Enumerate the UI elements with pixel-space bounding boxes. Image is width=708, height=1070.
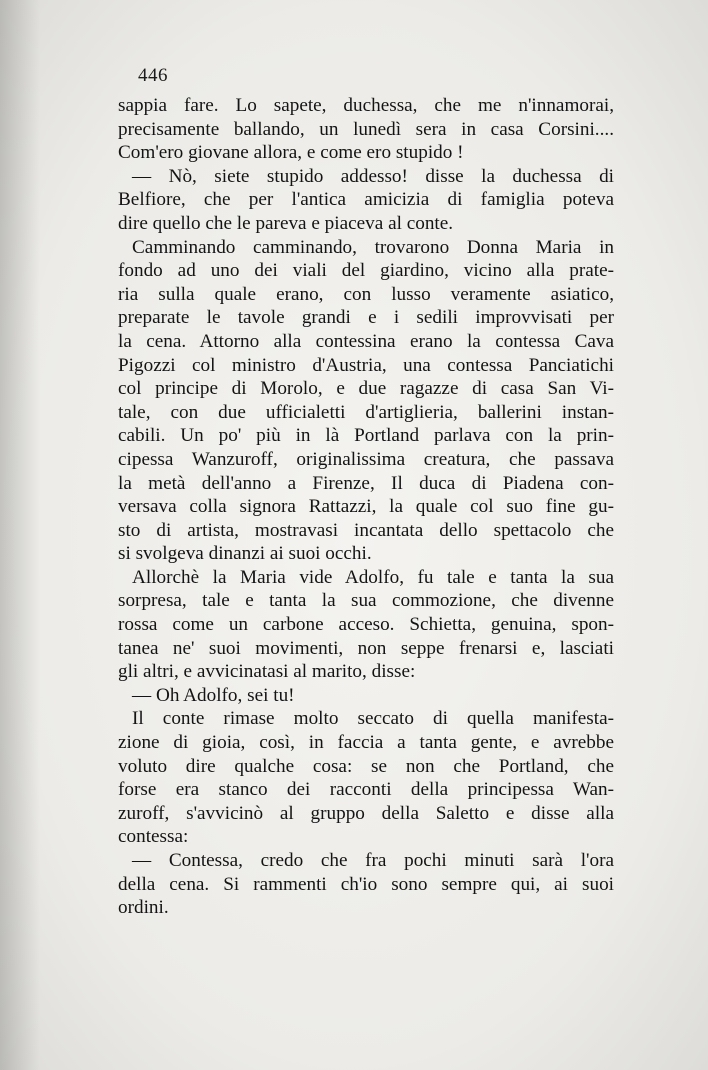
text-line: zuroff, s'avvicinò al gruppo della Saletto e disse alla: [118, 802, 614, 824]
text-line: — Nò, siete stupido addesso! disse la duchessa di: [132, 165, 614, 187]
text-line: gli altri, e avvicinatasi al marito, disse:: [118, 661, 416, 683]
text-line: la cena. Attorno alla contessina erano la contessa Cava: [118, 330, 614, 352]
page-number: 446: [138, 65, 168, 86]
text-line: tale, con due ufficialetti d'artiglieria, ballerini instan-: [118, 401, 614, 423]
text-line: col principe di Morolo, e due ragazze di casa San Vi-: [118, 378, 614, 400]
page-body-text: [118, 94, 614, 920]
text-line: Allorchè la Maria vide Adolfo, fu tale e tanta la sua: [132, 566, 614, 588]
text-line: Com'ero giovane allora, e come ero stupido !: [118, 142, 464, 164]
text-line: precisamente ballando, un lunedì sera in casa Corsini....: [118, 118, 614, 140]
text-line: dire quello che le pareva e piaceva al conte.: [118, 212, 454, 234]
text-line: rossa come un carbone acceso. Schietta, genuina, spon-: [118, 614, 614, 636]
text-line: tanea ne' suoi movimenti, non seppe frenarsi e, lasciati: [118, 637, 614, 659]
text-line: zione di gioia, così, in faccia a tanta gente, e avrebbe: [118, 732, 614, 754]
text-line: Belfiore, che per l'antica amicizia di famiglia poteva: [118, 189, 614, 211]
text-line: — Contessa, credo che fra pochi minuti sarà l'ora: [132, 850, 614, 871]
text-line: ordini.: [118, 897, 169, 919]
text-line: Camminando camminando, trovarono Donna Maria in: [132, 236, 614, 258]
text-line: la metà dell'anno a Firenze, Il duca di Piadena con-: [118, 472, 614, 494]
text-line: voluto dire qualche cosa: se non che Portland, che: [118, 755, 614, 777]
text-line: preparate le tavole grandi e i sedili improvvisati per: [118, 307, 614, 329]
text-line: sorpresa, tale e tanta la sua commozione, che divenne: [118, 590, 614, 612]
text-line: cipessa Wanzuroff, originalissima creatura, che passava: [118, 448, 614, 470]
text-line: della cena. Si rammenti ch'io sono sempre qui, ai suoi: [118, 873, 614, 895]
text-line: ria sulla quale erano, con lusso veramente asiatico,: [118, 283, 614, 305]
text-line: Pigozzi col ministro d'Austria, una contessa Panciatichi: [118, 354, 614, 376]
text-line: Il conte rimase molto seccato di quella manifesta-: [132, 708, 614, 730]
spine-shadow: [0, 0, 40, 1070]
text-line: cabili. Un po' più in là Portland parlava con la prin-: [118, 425, 614, 447]
text-line: versava colla signora Rattazzi, la quale col suo fine gu-: [118, 496, 614, 518]
text-line: forse era stanco dei racconti della principessa Wan-: [118, 779, 614, 801]
text-line: contessa:: [118, 826, 189, 848]
text-line: — Oh Adolfo, sei tu!: [132, 684, 295, 706]
text-line: si svolgeva dinanzi ai suoi occhi.: [118, 543, 372, 565]
text-line: fondo ad uno dei viali del giardino, vicino alla prate-: [118, 260, 614, 282]
text-line: sto di artista, mostravasi incantata dello spettacolo che: [118, 519, 614, 541]
text-line: sappia fare. Lo sapete, duchessa, che me n'innamorai,: [118, 95, 614, 116]
